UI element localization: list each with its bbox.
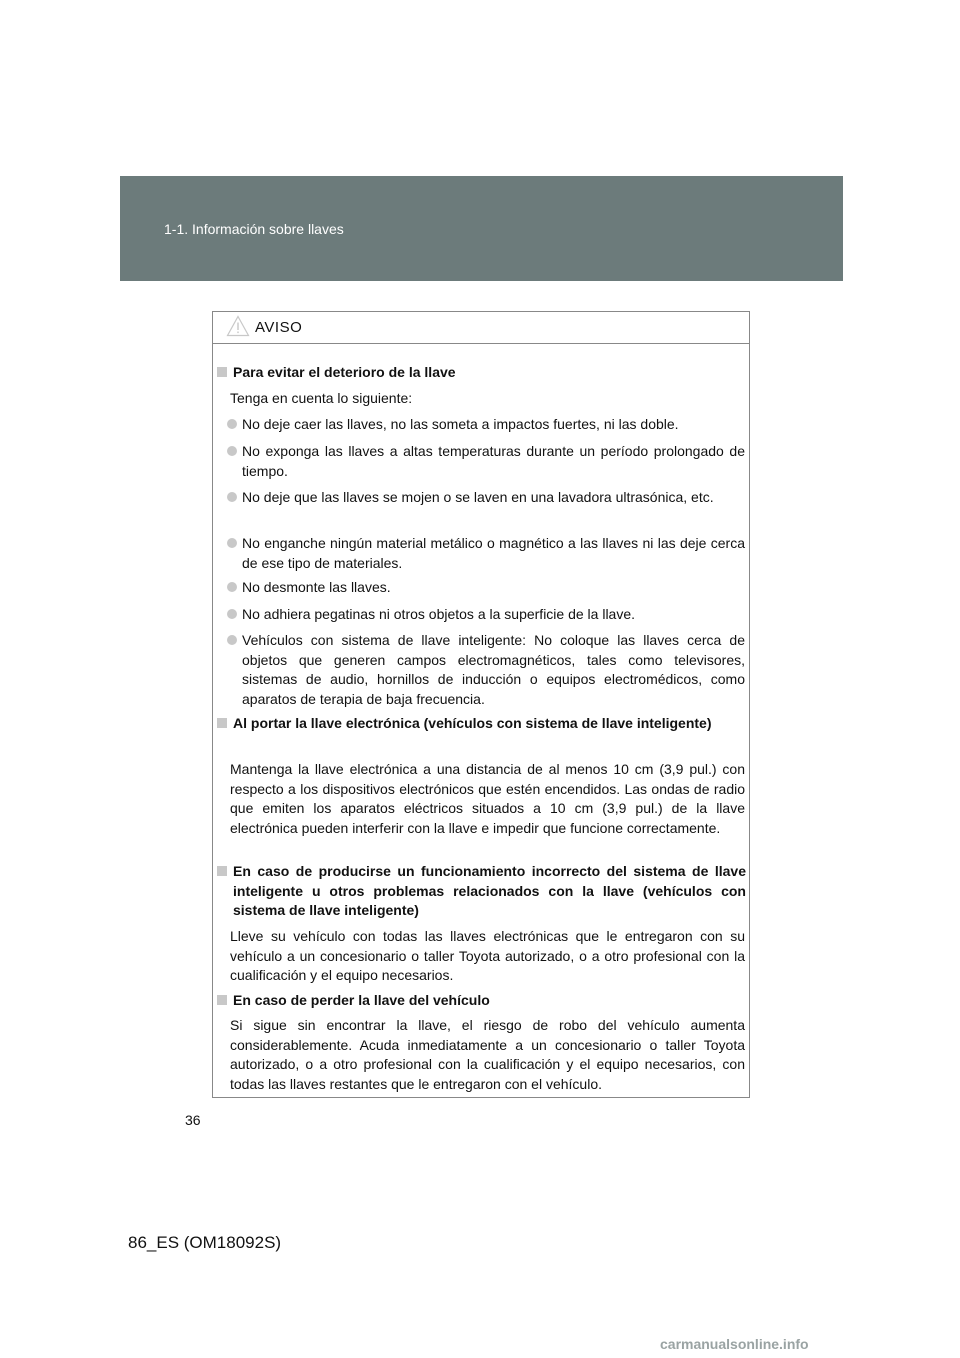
section-heading: En caso de perder la llave del vehículo [217,991,746,1011]
section-heading: Al portar la llave electrónica (vehículos con sistema de llave inteligente) [217,714,746,734]
round-bullet-icon [227,446,237,456]
round-bullet-icon [227,538,237,548]
list-item: Vehículos con sistema de llave inteligente: No coloque las llaves cerca de objetos que generen campos electromagnéticos, tales como televisores, sistemas de audio, hornillos de inducción o equipos electromédicos, como aparatos de terapia de baja frecuencia. [227,631,745,709]
warning-box [212,311,750,1098]
warning-triangle-icon [226,315,250,337]
round-bullet-icon [227,609,237,619]
list-item: No deje caer las llaves, no las someta a impactos fuertes, ni las doble. [227,415,745,435]
round-bullet-icon [227,419,237,429]
section-body: Mantenga la llave electrónica a una distancia de al menos 10 cm (3,9 pul.) con respecto a los dispositivos electrónicos que estén encendidos. Las ondas de radio que emiten los aparatos eléctricos situados a 10 cm (3,9 pul.) de la llave electrónica pueden interferir con la llave e impedir que funcione correctamente. [230,761,745,836]
warning-title: AVISO [255,319,303,336]
list-item: No enganche ningún material metálico o magnético a las llaves ni las deje cerca de ese tipo de materiales. [227,534,745,573]
list-item: No adhiera pegatinas ni otros objetos a la superficie de la llave. [227,605,745,625]
section-body: Lleve su vehículo con todas las llaves electrónicas que le entregaron con su vehículo a un concesionario o taller Toyota autorizado, o a otro profesional con la cualificación y el equipo necesarios. [230,928,745,983]
round-bullet-icon [227,635,237,645]
square-bullet-icon [217,367,227,377]
round-bullet-icon [227,492,237,502]
section-heading: En caso de producirse un funcionamiento incorrecto del sistema de llave inteligente u otros problemas relacionados con la llave (vehículos con sistema de llave inteligente) [217,862,746,921]
section-label: 1-1. Información sobre llaves [164,221,344,237]
square-bullet-icon [217,995,227,1005]
list-item: No exponga las llaves a altas temperaturas durante un período prolongado de tiempo. [227,442,745,481]
section-heading: Para evitar el deterioro de la llave [217,363,746,383]
list-item: No desmonte las llaves. [227,578,745,598]
section-body: Si sigue sin encontrar la llave, el riesgo de robo del vehículo aumenta considerablemente. Acuda inmediatamente a un concesionario o taller Toyota autorizado, o a otro profesional con la cualificación y el equipo necesarios, con todas las llaves restantes que le entregaron con el vehículo. [230,1017,745,1092]
document-code: 86_ES (OM18092S) [128,1233,282,1252]
watermark: carmanualsonline.info [660,1336,809,1352]
square-bullet-icon [217,866,227,876]
section-intro: Tenga en cuenta lo siguiente: [230,390,413,406]
warning-header [213,312,749,344]
list-item: No deje que las llaves se mojen o se laven en una lavadora ultrasónica, etc. [227,488,745,508]
page-number: 36 [185,1112,201,1128]
square-bullet-icon [217,718,227,728]
round-bullet-icon [227,582,237,592]
